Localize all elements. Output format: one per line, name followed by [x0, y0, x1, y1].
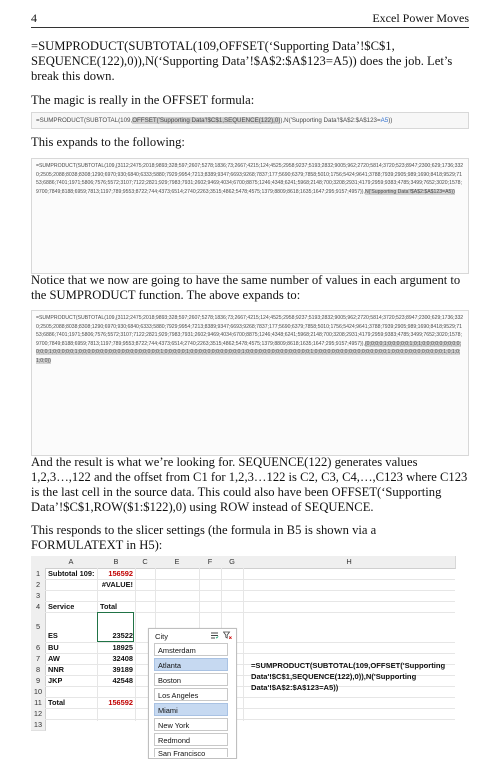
column-header-a[interactable]: A — [45, 556, 98, 569]
formula-expanded-tail: N('Supporting Data'!$A$2:$A$123=A5)) — [364, 188, 455, 195]
paragraph-result: And the result is what we’re looking for. SEQUENCE(122) generates values 1,2,3…,122 and the offset from C1 for 1,2,3…122 is C2, C3, C4,…,C123 where C123 is the last cell in the source data. This could also have been OFFSET(‘Supporting Data’!$C$1,ROW($1:$122),0) using ROW instead of SEQUENCE. — [31, 455, 468, 514]
column-header-b[interactable]: B — [97, 556, 136, 569]
cell-total[interactable]: 32408 — [112, 654, 133, 663]
slicer-title: City — [155, 632, 169, 641]
cell-total[interactable]: 23522 — [112, 631, 133, 640]
cell-a1[interactable]: Subtotal 109: — [48, 569, 95, 578]
row-header[interactable]: 11 — [31, 697, 46, 709]
cell-h5-formulatext[interactable]: =SUMPRODUCT(SUBTOTAL(109,OFFSET('Supporting Data'!$C$1,SEQUENCE(122),0)),N('Supporting Data'!$A$2:$A$123=A5)) — [251, 661, 446, 692]
clear-filter-icon[interactable] — [223, 631, 232, 642]
slicer-item-new-york[interactable]: New York — [154, 718, 228, 731]
selected-cell-b5[interactable] — [97, 612, 134, 642]
formula-part: ),N('Supporting Data'!$A$2:$A$123= — [280, 117, 381, 124]
cell-b4[interactable]: Total — [100, 602, 118, 611]
cell-a4[interactable]: Service — [48, 602, 75, 611]
cell-service[interactable]: ES — [48, 631, 58, 640]
paragraph-expands: This expands to the following: — [31, 135, 185, 149]
formula-expanded-2 — [31, 310, 469, 456]
page-number: 4 — [31, 11, 37, 25]
paragraph-magic: The magic is really in the OFFSET formula: — [31, 93, 255, 107]
column-header-h[interactable]: H — [243, 556, 456, 569]
cell-service[interactable]: NNR — [48, 665, 65, 674]
grid-line — [45, 590, 455, 591]
cell-b11[interactable]: 156592 — [108, 698, 133, 707]
slicer-item-miami[interactable]: Miami — [154, 703, 228, 716]
column-header-g[interactable]: G — [221, 556, 244, 569]
row-header[interactable]: 6 — [31, 642, 46, 654]
formula-array: {0;0;0;0;1;0;0;0;0;0;1;0;1;0;0;0;0;0;0;0;0;0;0;0;0;1;0;0;0;0;0;1;0;0;0;0;0;0;0;0;0;0;0;0;0;0;0;0;0;0;0;1;0;0;0;0;0;1;0;0;0;0;0;0;0;0;0;0;0;0;1;0;0;0;0;0;0;0;0;0;0;0;0;0;0;0;1;0;0;0;0;0;0;0;0;0;0;0;0;0;0;0;0;0;1;0;0;0;0;0;0;0;0;0;0;0;0;1;0;1;0;1;0;0}) — [36, 340, 461, 364]
row-header[interactable]: 12 — [31, 708, 46, 720]
paragraph-slicer: This responds to the slicer settings (the formula in B5 is shown via a FORMULATEXT in H5): — [31, 523, 377, 552]
cell-total[interactable]: 39189 — [112, 665, 133, 674]
running-title: Excel Power Moves — [372, 11, 469, 25]
slicer-toolbar — [210, 631, 232, 642]
grid-line — [135, 568, 136, 721]
slicer-item-redmond[interactable]: Redmond — [154, 733, 228, 746]
formula-expanded-main: =SUMPRODUCT(SUBTOTAL(109,{3112;2475;2018;9893;328;597;2607;5278;1836;73;2667;4215;124;4525;2958;9237;5193;2832;9005;962;2720;5814;3720;523;8947;2300;629;1736;3320;2505;2088;8038;8308;1290;6970;930;6840;6333;5880;7929;9954;7213;8389;9347;6693;9268;7837;177;5690;6379;7858;5010;1756;5424;9641;3788;7939;2905;989;1690;8418;9529;7153;6886;7401;1971;5806;7576;5572;3107;7122;2821;929;7983;7931;2602;9469;4034;6700;8875;1246;4348;6241;5968;2148;700;3208;2931;4179;2959;9383;4785;3499;7652;3020;1578;9700;7849;8188;6959;7813;1197;789;9553;8722;744;4373;6514;2740;2263;3515;4862;5478;4575;1379;8809;8618;1635;1647;295;9157;4957}), — [36, 163, 464, 195]
slicer-item-los-angeles[interactable]: Los Angeles — [154, 688, 228, 701]
cell-b2[interactable]: #VALUE! — [101, 580, 133, 589]
row-header[interactable]: 1 — [31, 568, 46, 580]
slicer-item-atlanta[interactable]: Atlanta — [154, 658, 228, 671]
row-header[interactable]: 4 — [31, 601, 46, 613]
cell-b1[interactable]: 156592 — [108, 569, 133, 578]
row-header[interactable]: 3 — [31, 590, 46, 602]
grid-line — [45, 719, 455, 720]
column-header-f[interactable]: F — [199, 556, 222, 569]
cell-a11[interactable]: Total — [48, 698, 66, 707]
paragraph-notice: Notice that we now are going to have the same number of values in each argument to the SUMPRODUCT function. The above expands to: — [31, 273, 461, 302]
formula-highlight: OFFSET('Supporting Data'!$C$1,SEQUENCE(122),0) — [132, 117, 281, 124]
row-header[interactable]: 13 — [31, 719, 46, 731]
page-header — [31, 6, 469, 28]
multi-select-icon[interactable] — [210, 631, 219, 642]
grid-line — [243, 568, 244, 721]
paragraph-intro: =SUMPRODUCT(SUBTOTAL(109,OFFSET(‘Supporting Data’!$C$1, SEQUENCE(122),0)),N(‘Supporting Data’!$A$2:$A$123=A5)) does the job. Let’s break this down. — [31, 39, 453, 83]
formula-part: =SUMPRODUCT(SUBTOTAL(109, — [36, 117, 133, 124]
cell-total[interactable]: 42548 — [112, 676, 133, 685]
formula-expanded-main: =SUMPRODUCT(SUBTOTAL(109,{3112;2475;2018;9893;328;597;2607;5278;1836;73;2667;4215;124;4525;2958;9237;5193;2832;9005;962;2720;5814;3720;523;8947;2300;629;1736;3320;2505;2088;8038;8308;1290;6970;930;6840;6333;5880;7929;9954;7213;8389;9347;6693;9268;7837;177;5690;6379;7858;5010;1756;5424;9641;3788;7939;2905;989;1690;8418;9529;7153;6886;7401;1971;5806;7576;5572;3107;7122;2821;929;7983;7931;2602;9469;4034;6700;8875;1246;4348;6241;5968;2148;700;3208;2931;4179;2959;9383;4785;3499;7652;3020;1578;9700;7849;8188;6959;7813;1197;789;9553;8722;744;4373;6514;2740;2263;3515;4862;5478;4575;1379;8809;8618;1635;1647;295;9157;4957}), — [36, 315, 464, 347]
column-header-e[interactable]: E — [155, 556, 200, 569]
cell-service[interactable]: JKP — [48, 676, 63, 685]
cell-service[interactable]: AW — [48, 654, 60, 663]
row-header[interactable]: 8 — [31, 664, 46, 676]
row-header[interactable]: 7 — [31, 653, 46, 665]
spreadsheet — [31, 556, 455, 758]
row-header[interactable]: 2 — [31, 579, 46, 591]
formula-ref: A5 — [380, 117, 389, 124]
slicer-item-amsterdam[interactable]: Amsterdam — [154, 643, 228, 656]
cell-total[interactable]: 18925 — [112, 643, 133, 652]
cell-service[interactable]: BU — [48, 643, 59, 652]
formula-expanded-1 — [31, 158, 469, 274]
row-header[interactable]: 10 — [31, 686, 46, 698]
grid-line — [45, 708, 455, 709]
city-slicer[interactable] — [148, 628, 237, 759]
formula-part: )) — [388, 117, 393, 124]
slicer-item-boston[interactable]: Boston — [154, 673, 228, 686]
slicer-item-san-francisco[interactable]: San Francisco — [154, 748, 228, 757]
row-header[interactable]: 5 — [31, 612, 46, 643]
row-header[interactable]: 9 — [31, 675, 46, 687]
column-header-c[interactable]: C — [135, 556, 156, 569]
formula-offset-highlight — [31, 112, 469, 129]
